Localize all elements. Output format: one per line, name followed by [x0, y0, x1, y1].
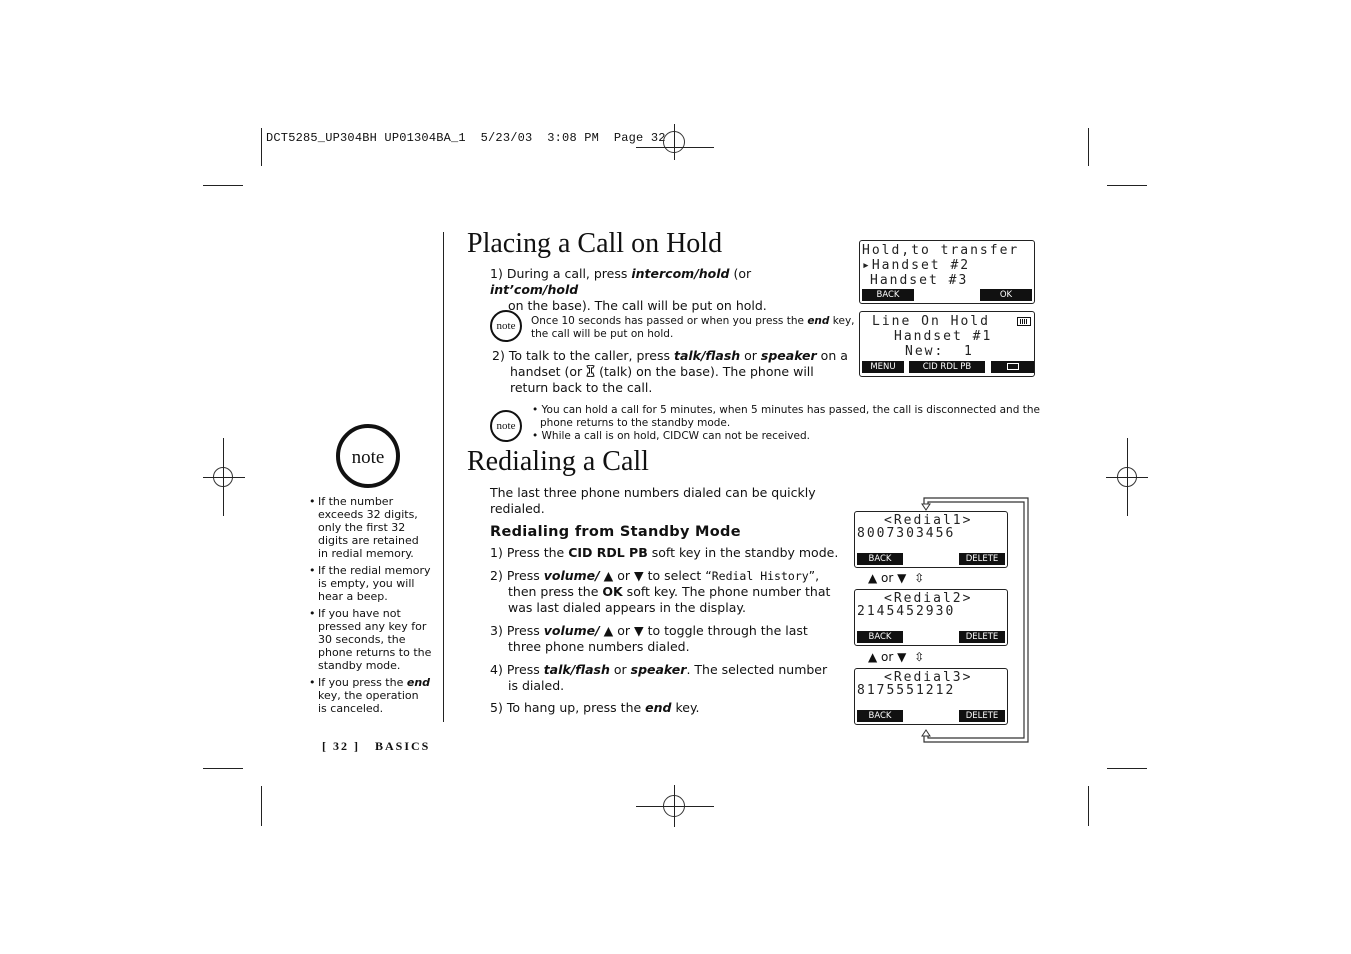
lcd-redial-1	[854, 511, 1008, 568]
lcd-line: ▸Handset #2	[862, 258, 971, 273]
soft-key-back[interactable]: BACK	[857, 631, 903, 643]
crop-mark	[1088, 128, 1089, 166]
registration-line	[674, 124, 675, 160]
redial-intro: The last three phone numbers dialed can be quickly redialed.	[490, 485, 816, 516]
sidebar-note-item: • If you press the end key, the operation is canceled.	[309, 676, 439, 715]
redial-step-4: 4) Press talk/flash or speaker. The selected number is dialed.	[490, 662, 828, 693]
redial-step-1: 1) Press the CID RDL PB soft key in the standby mode.	[490, 545, 839, 560]
sidebar-note-item: • If the number exceeds 32 digits, only the first 32 digits are retained in redial memory.	[309, 495, 439, 560]
registration-line	[636, 147, 714, 148]
registration-line	[203, 477, 245, 478]
step-2: 2) To talk to the caller, press talk/flash or speaker on a handset (or (talk) on the base). The phone will return back to the call.	[492, 348, 848, 395]
section-name: BASICS	[375, 739, 431, 753]
lcd-redial-2	[854, 589, 1008, 646]
scroll-hint: ▲ or ▼ ⇳	[868, 650, 925, 664]
lcd-redial-3	[854, 668, 1008, 725]
subsection-title: Redialing from Standby Mode	[490, 524, 741, 540]
note-icon: note	[336, 424, 400, 488]
lcd-line: <Redial1>	[884, 513, 973, 528]
soft-key-cid-rdl-pb[interactable]: CID RDL PB	[909, 361, 985, 373]
registration-line	[1106, 477, 1148, 478]
note-icon: note	[490, 310, 522, 342]
envelope-icon	[1007, 363, 1019, 370]
lcd-line: Line On Hold	[872, 314, 990, 329]
cursor-icon: ▸	[862, 258, 872, 273]
soft-key-back[interactable]: BACK	[857, 710, 903, 722]
lcd-line: Hold,to transfer	[862, 243, 1020, 258]
step-1: 1) During a call, press intercom/hold (or int’com/hold on the base). The call will be put on hold.	[490, 266, 767, 313]
up-down-arrow-icon: ⇳	[914, 571, 925, 585]
sidebar-notes	[309, 495, 439, 719]
sidebar-note-item: • If you have not pressed any key for 30 seconds, the phone returns to the standby mode.	[309, 607, 439, 672]
crop-mark	[203, 768, 243, 769]
soft-key-delete[interactable]: DELETE	[959, 553, 1005, 565]
lcd-line: <Redial2>	[884, 591, 973, 606]
sidebar-note-item: • If the redial memory is empty, you will hear a beep.	[309, 564, 439, 603]
registration-line	[636, 806, 714, 807]
crop-mark	[1107, 185, 1147, 186]
talk-icon	[586, 365, 595, 377]
page-footer	[322, 739, 430, 754]
scroll-hint: ▲ or ▼ ⇳	[868, 571, 925, 585]
soft-key-menu[interactable]: MENU	[862, 361, 904, 373]
soft-key-back[interactable]: BACK	[862, 289, 914, 301]
print-slug: DCT5285_UP304BH UP01304BA_1 5/23/03 3:08 PM Page 32	[266, 131, 666, 145]
note-hold-duration: • You can hold a call for 5 minutes, when 5 minutes has passed, the call is disconnected and the phone returns to the standby mode. • While a call is on hold, CIDCW can not be received.	[532, 404, 1040, 442]
lcd-line: Handset #1	[894, 329, 993, 344]
lcd-line: 8007303456	[857, 526, 956, 541]
lcd-line-on-hold	[859, 311, 1035, 377]
lcd-line: 2145452930	[857, 604, 956, 619]
section-title-redial: Redialing a Call	[467, 446, 649, 477]
column-divider	[443, 232, 444, 722]
lcd-line: New: 1	[905, 344, 974, 359]
section-title-hold: Placing a Call on Hold	[467, 228, 723, 259]
soft-key-delete[interactable]: DELETE	[959, 631, 1005, 643]
crop-mark	[261, 128, 262, 166]
redial-step-3: 3) Press volume/ ▲ or ▼ to toggle through the last three phone numbers dialed.	[490, 623, 808, 654]
battery-icon	[1017, 317, 1031, 326]
lcd-line: <Redial3>	[884, 670, 973, 685]
soft-key-ok[interactable]: OK	[980, 289, 1032, 301]
crop-mark	[1088, 786, 1089, 826]
redial-step-5: 5) To hang up, press the end key.	[490, 700, 700, 715]
soft-key-message[interactable]	[991, 361, 1034, 373]
lcd-line: Handset #3	[870, 273, 969, 288]
crop-mark	[261, 786, 262, 826]
note-hold-timeout: Once 10 seconds has passed or when you press the end key, the call will be put on hold.	[531, 315, 855, 340]
note-icon: note	[490, 410, 522, 442]
up-down-arrow-icon: ⇳	[914, 650, 925, 664]
lcd-line: 8175551212	[857, 683, 956, 698]
soft-key-delete[interactable]: DELETE	[959, 710, 1005, 722]
crop-mark	[203, 185, 243, 186]
redial-step-2: 2) Press volume/ ▲ or ▼ to select “Redial History”, then press the OK soft key. The phone number that was last dialed appears in the display.	[490, 568, 831, 615]
crop-mark	[1107, 768, 1147, 769]
page-number: [ 32 ]	[322, 739, 360, 753]
lcd-hold-transfer	[859, 240, 1035, 304]
soft-key-back[interactable]: BACK	[857, 553, 903, 565]
